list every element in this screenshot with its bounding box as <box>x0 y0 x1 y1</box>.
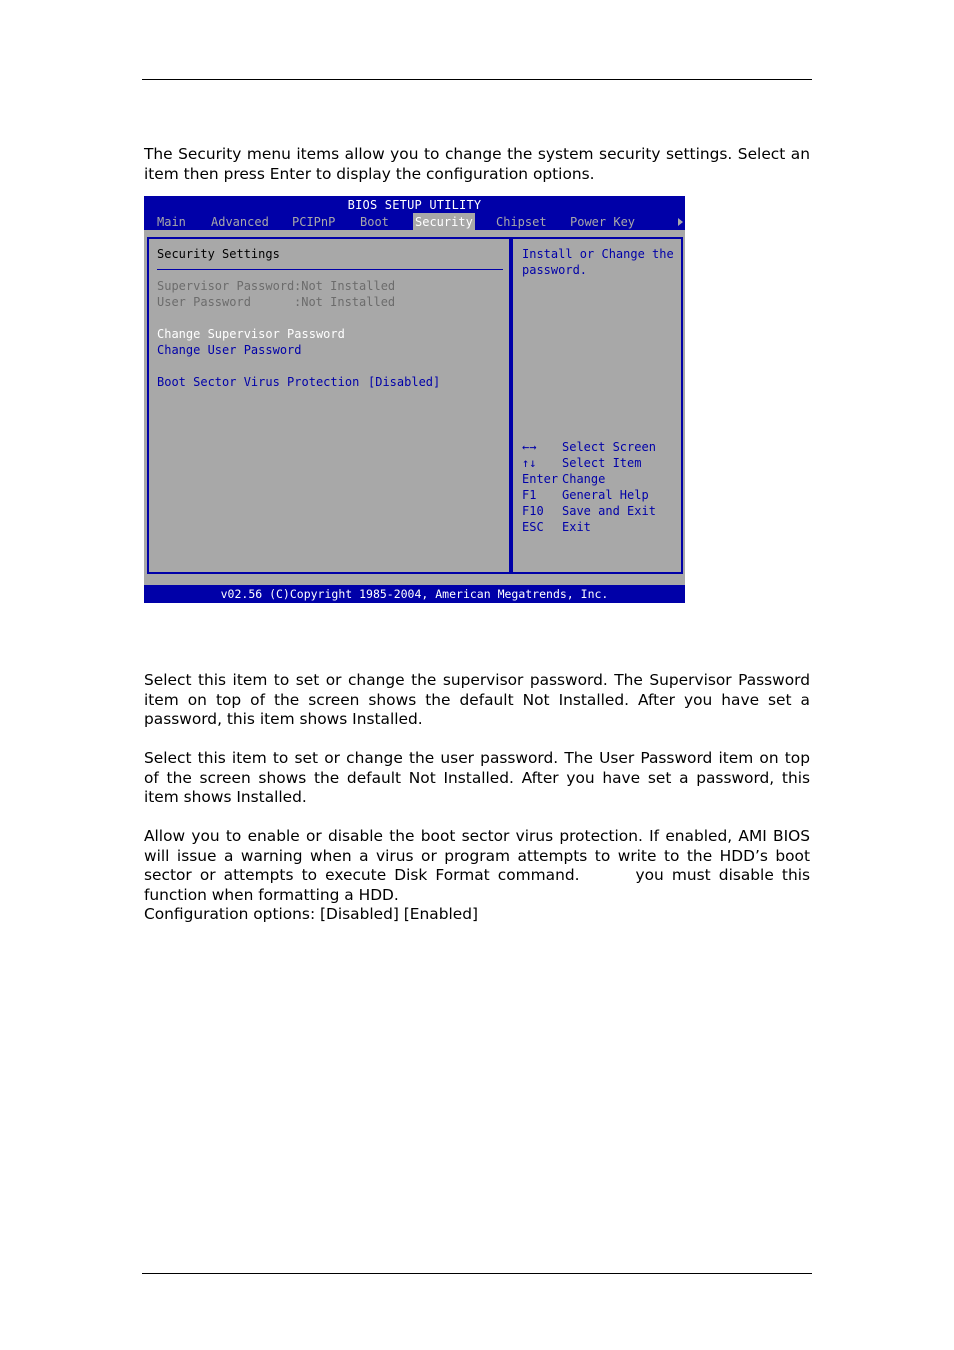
key-select-screen: ←→ <box>522 440 537 454</box>
user-password-label: User Password <box>157 295 251 309</box>
footer-rule <box>142 1273 812 1274</box>
key-esc: ESC <box>522 520 544 534</box>
intro-paragraph: The Security menu items allow you to change the system security settings. Select an item then press Enter to display the configuration options. <box>144 145 810 183</box>
boot-sector-virus-protection-value[interactable]: [Disabled] <box>368 375 441 389</box>
boot-sector-paragraph <box>144 827 810 905</box>
key-f1-action: General Help <box>562 488 649 502</box>
change-user-password-item[interactable]: Change User Password <box>157 343 302 357</box>
key-select-item-action: Select Item <box>562 456 642 470</box>
tab-security[interactable]: Security <box>415 215 473 229</box>
user-password-status: :Not Installed <box>294 295 396 309</box>
scroll-right-arrow-icon[interactable] <box>678 218 683 226</box>
supervisor-password-status: :Not Installed <box>294 279 396 293</box>
supervisor-password-label: Supervisor Password <box>157 279 295 293</box>
tab-chipset[interactable]: Chipset <box>496 215 547 229</box>
bios-screenshot <box>144 196 685 603</box>
header-rule <box>142 79 812 80</box>
boot-sector-text-a: Allow you to enable or disable the boot sector virus protection. If enabled, AMI BIOS will issue a warning when a virus or program attempts to write to the HDD’s boot sector or attempts to execute Disk Format command. <box>144 827 810 885</box>
change-supervisor-password-item[interactable]: Change Supervisor Password <box>157 327 345 341</box>
tab-advanced[interactable]: Advanced <box>211 215 269 229</box>
boot-sector-text-b: you must disable this function when formatting a HDD. <box>144 866 810 904</box>
tab-pcipnp[interactable]: PCIPnP <box>292 215 336 229</box>
bios-tab-bar <box>144 213 685 230</box>
configuration-options: Configuration options: [Disabled] [Enabled] <box>144 905 478 923</box>
help-text-line1: Install or Change the <box>522 247 674 261</box>
section-divider <box>157 269 503 270</box>
user-paragraph: Select this item to set or change the user password. The User Password item on top of the screen shows the default Not Installed. After you have set a password, this item shows Installed. <box>144 749 810 807</box>
key-select-item: ↑↓ <box>522 456 537 470</box>
boot-sector-virus-protection-item[interactable]: Boot Sector Virus Protection <box>157 375 360 389</box>
tab-main[interactable]: Main <box>157 215 186 229</box>
key-esc-action: Exit <box>562 520 591 534</box>
bios-title: BIOS SETUP UTILITY <box>144 196 685 213</box>
supervisor-paragraph: Select this item to set or change the supervisor password. The Supervisor Password item on top of the screen shows the default Not Installed. After you have set a password, this item shows Installed. <box>144 671 810 729</box>
tab-power-key[interactable]: Power Key <box>570 215 636 229</box>
key-f1: F1 <box>522 488 537 502</box>
key-select-screen-action: Select Screen <box>562 440 656 454</box>
help-text-line2: password. <box>522 263 588 277</box>
key-enter: Enter <box>522 472 559 486</box>
bios-footer: v02.56 (C)Copyright 1985-2004, American Megatrends, Inc. <box>144 585 685 603</box>
section-title: Security Settings <box>157 247 280 261</box>
key-f10-action: Save and Exit <box>562 504 656 518</box>
key-f10: F10 <box>522 504 544 518</box>
tab-boot[interactable]: Boot <box>360 215 389 229</box>
key-enter-action: Change <box>562 472 606 486</box>
